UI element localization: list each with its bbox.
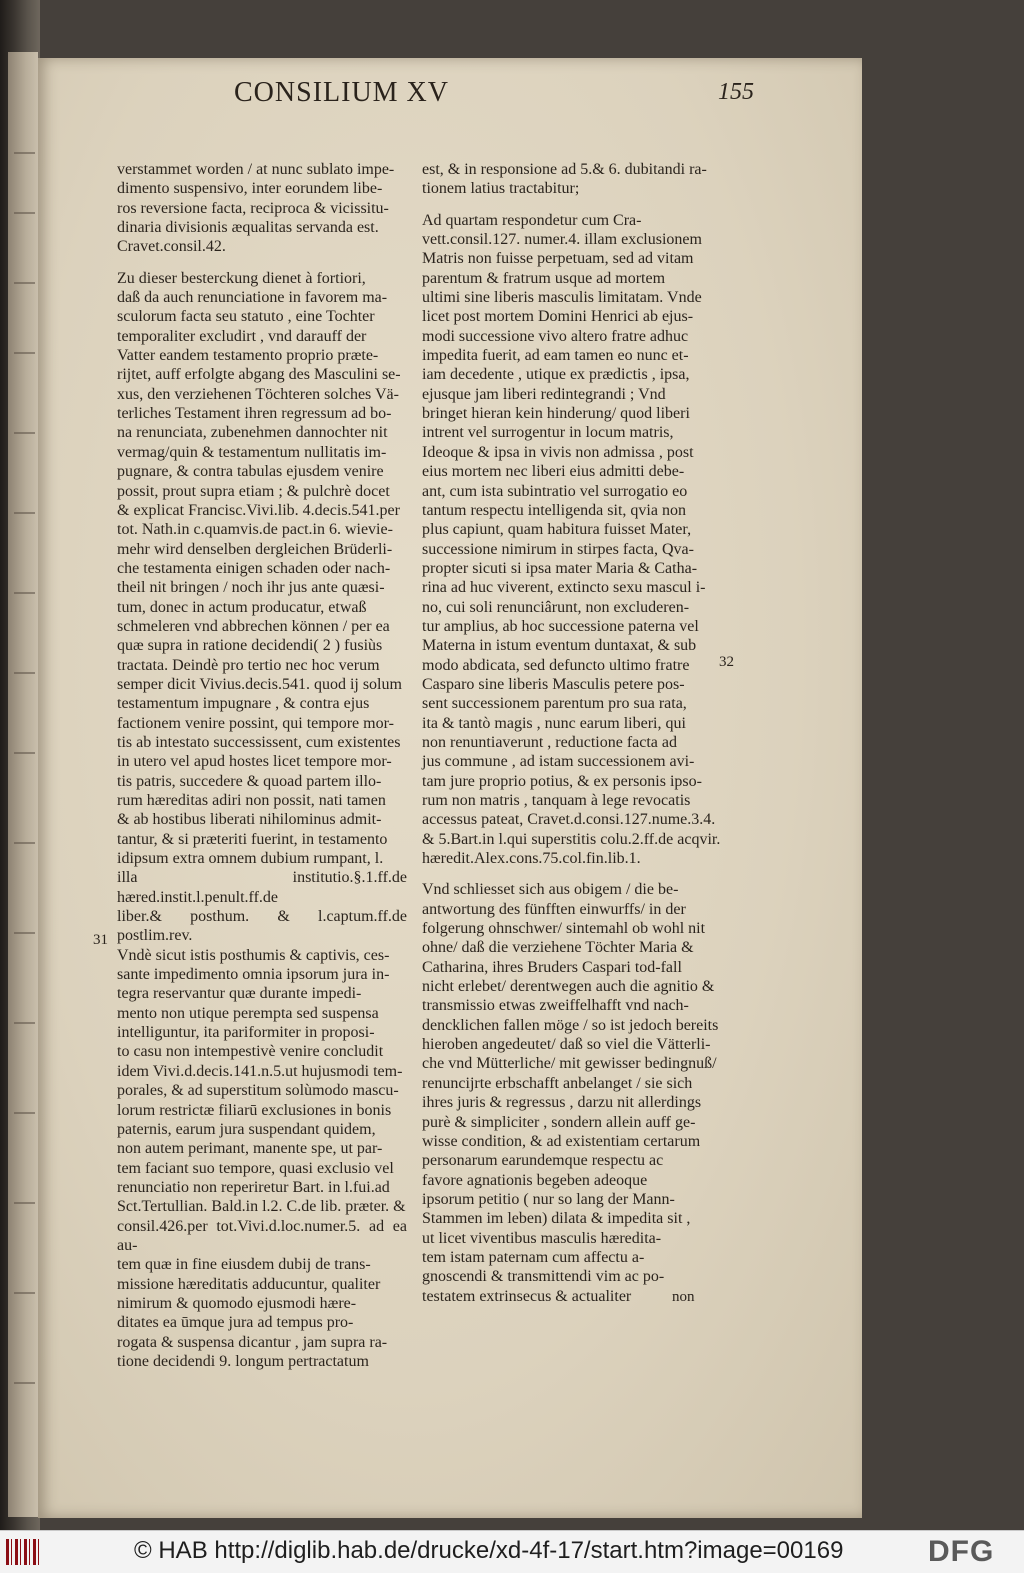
left-paragraph-1: verstammet worden / at nunc sublato impe- dimento suspensivo, inter eorundem libe- ros reversione facta, reciproca & vicissitu- dinaria divisionis æqualitas servanda est. Cravet.consil.42. <box>117 161 395 256</box>
footer-bar <box>0 1530 1024 1573</box>
right-text-column <box>422 160 736 1306</box>
page-header <box>234 75 754 115</box>
left-paragraph-2: Zu dieser besterckung dienet à fortiori, daß da auch renunciatione in favorem ma- sculorum facta seu statuto , eine Tochter temporaliter excludirt , vnd darauff der Vatter eandem testamento proprio præte- rijtet, auff erfolgte abgang des Masculini se- xus, den verziehenen Töchteren solches Vä- terliches Testament ihren regressum ad bo- na renunciata, zubenehmen dannochter nit vermag/quin & testamentum nullitatis im- pugnare, & contra tabulas ejusdem venire possit, prout supra etiam ; & pulchrè docet & explicat Francisc.Vivi.lib. 4.decis.541.per tot. Nath.in c.quamvis.de pact.in 6. wievie- mehr wird denselben dergleichen Brüderli- che testamenta einigen schaden oder nach- theil nit bringen / noch ihr jus ante quæsi- tum, donec in actum producatur, etwaß schmeleren vnd abbrechen können / per ea quæ supra in ratione decidendi( 2 ) fusiùs tractata. Deindè pro tertio nec hoc verum semper dicit Vivius.decis.541. quod ij solum testamentum impugnare , & contra ejus factionem venire possint, qui tempore mor- tis ab intestato successissent, cum existentes in utero vel apud hostes licet tempore mor- tis patris, succedere & quoad partem illo- rum hæreditas adiri non possit, nati tamen & ab hostibus liberati nihilominus admit- tantur, & si præteriti fuerint, in testamento idipsum extra omnem dubium rumpant, l. illa institutio.§.1.ff.de hæred.instit.l.penult.ff.de liber.& posthum. & l.captum.ff.de postlim.rev. Vndè sicut istis posthumis & captivis, ces- sante impedimento omnia ipsorum jura in- tegra reservantur quæ durante impedi- mento non utique perempta sed suspensa intelliguntur, ita pariformiter in proposi- to casu non intempestivè venire concludit idem Vivi.d.decis.141.n.5.ut hujusmodi tem- porales, & ad superstitum solùmodo mascu- lorum restrictæ filiarū exclusiones in bonis paternis, earum jura suspendant quidem, non autem perimant, manente spe, ut par- tem faciant suo tempore, quasi exclusio vel renunciatio non reperiretur Bart. in l.fui.ad Sct.Tertullian. Bald.in l.2. C.de lib. præter. & consil.426.per tot.Vivi.d.loc.numer.5. ad ea au- tem quæ in fine eiusdem dubij de trans- missione hæreditatis adducuntur, qualiter nimirum & quomodo ejusmodi hære- ditates ea ūmque jura ad tempus pro- rogata & suspensa dicantur , jam supra ra- tione decidendi 9. longum pertractatum <box>117 269 407 1370</box>
right-paragraph-3: Vnd schliesset sich aus obigem / die be- antwortung des fünfften einwurffs/ in der folgerung ohnschwer/ sintemahl ob wohl nit ohne/ daß die verziehene Töchter Maria & Catharina, ihres Bruders Caspari tod-fall nicht erlebet/ derentwegen auch die agnitio & transmissio etwas zweiffelhafft vnd nach- dencklichen fallen möge / so ist jedoch bereits hieroben angedeutet/ daß so viel die Vätterli- che vnd Mütterliche/ mit gewisser bedingnuß/ renuncijrte erbschafft anbelanget / sie sich ihres juris & regressus , darzu nit allerdings purè & simpliciter , sondern allein auff ge- wisse condition, & ad existentiam certarum personarum earundemque respectu ac favore agnationis begeben adeoque ipsorum petitio ( nur so lang der Mann- Stammen im leben) dilata & impedita sit , ut licet viventibus masculis hæredita- tem istam paternam cum affectu a- gnoscendi & transmittendi vim ac po- testatem extrinsecus & actualiter <box>422 881 719 1305</box>
margin-note-31: 31 <box>93 932 108 948</box>
right-paragraph-1: est, & in responsione ad 5.& 6. dubitandi ra- tionem latius tractabitur; <box>422 161 707 198</box>
copyright-link[interactable]: © HAB http://diglib.hab.de/drucke/xd-4f-17/start.htm?image=00169 <box>134 1537 844 1564</box>
running-title: CONSILIUM XV <box>234 77 449 108</box>
hab-barcode-logo-icon <box>6 1539 42 1565</box>
catchword: non <box>672 1289 695 1305</box>
margin-note-32: 32 <box>719 654 734 670</box>
left-text-column <box>117 160 407 1371</box>
facing-page-edge <box>8 52 38 1517</box>
right-paragraph-2: Ad quartam respondetur cum Cra- vett.consil.127. numer.4. illam exclusionem Matris non fuisse perpetuam, sed ad vitam parentum & fratrum usque ad mortem ultimi sine liberis masculis limitatam. Vnde licet post mortem Domini Henrici ab ejus- modi successione vivo altero fratre adhuc impedita fuerit, ad eam tamen eo nunc et- iam decedente , utique ex prædictis , ipsa, ejusque jam liberi redintegrandi ; Vnd bringet hieran kein hinderung/ quod liberi intrent vel surrogentur in locum matris, Ideoque & ipsa in vivis non admissa , post eius mortem nec liberi eius admitti debe- ant, cum ista subintratio vel surrogatio eo tantum respectu intelligenda sit, qvia non plus capiunt, quam habitura fuisset Mater, successione nimirum in stirpes facta, Qva- propter sicuti si ipsa mater Maria & Catha- rina ad huc viverent, extincto sexu mascul i- no, cui soli renunciârunt, non excluderen- tur amplius, ab hoc successione paterna vel Materna in istum eventum duntaxat, & sub modo abdicata, sed defuncto ultimo fratre Casparo sine liberis Masculis petere pos- sent successionem parentum pro sua rata, ita & tantò magis , nunc earum liberi, qui non renuntiaverunt , reductione facta ad jus commune , ad istam successionem avi- tam jure proprio potius, & ex personis ipso- rum non matris , tanquam à lege revocatis accessus pateat, Cravet.d.consi.127.nume.3.4. & 5.Bart.in l.qui superstitis colu.2.ff.de acqvir. hæredit.Alex.cons.75.col.fin.lib.1. <box>422 211 721 868</box>
dfg-logo: DFG <box>928 1535 995 1568</box>
page-number: 155 <box>718 79 754 105</box>
